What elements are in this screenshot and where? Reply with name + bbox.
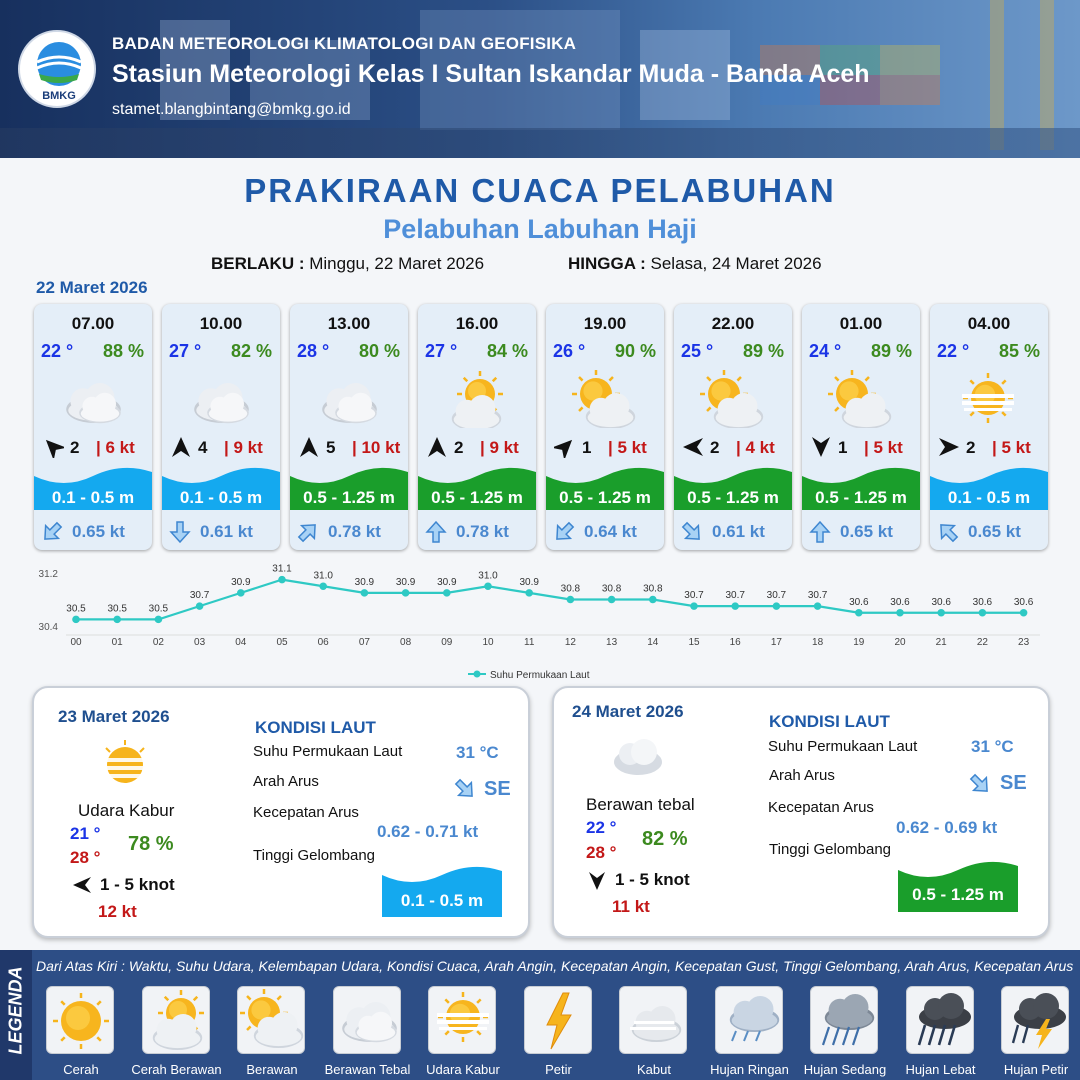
forecast-wind xyxy=(936,436,1046,460)
forecast-card xyxy=(802,304,920,550)
forecast-temp: 24 ° xyxy=(809,341,842,361)
wind-speed: 1 xyxy=(838,438,848,457)
forecast-humidity: 88 % xyxy=(102,341,144,361)
wave-height: 0.5 - 1.25 m xyxy=(431,488,523,507)
forecast-current xyxy=(930,516,1048,550)
day2-dir-label: Arah Arus xyxy=(253,773,319,790)
day2-dir: SE xyxy=(484,778,511,800)
wind-speed: 2 xyxy=(966,438,976,457)
berawan-tebal-icon xyxy=(314,368,386,428)
current-speed: 0.65 kt xyxy=(72,522,125,541)
day3-panel xyxy=(552,686,1050,938)
wind-speed: 1 xyxy=(582,438,592,457)
forecast-time: 19.00 xyxy=(583,314,627,333)
forecast-current xyxy=(418,516,536,550)
legend-item xyxy=(1001,986,1071,1077)
x-tick-label: 18 xyxy=(812,637,824,648)
day3-gust: 11 kt xyxy=(612,897,650,916)
legend-icon-box xyxy=(810,986,878,1054)
data-label: 30.8 xyxy=(601,583,622,595)
legend-icon-box xyxy=(428,986,496,1054)
day3-dir-label: Arah Arus xyxy=(769,767,835,784)
arrow-south-icon xyxy=(810,436,832,458)
gust-speed: | 6 kt xyxy=(96,438,135,457)
day3-wave-label: Tinggi Gelombang xyxy=(769,841,892,858)
forecast-humidity: 89 % xyxy=(742,341,784,361)
logo-text: BMKG xyxy=(42,90,76,102)
wave-height: 0.1 - 0.5 m xyxy=(947,488,1031,507)
forecast-temp: 25 ° xyxy=(681,341,714,361)
cerah-icon xyxy=(47,987,115,1055)
wave-height: 0.5 - 1.25 m xyxy=(687,488,779,507)
data-label: 30.5 xyxy=(107,603,127,615)
day3-humidity: 82 % xyxy=(642,828,688,850)
legend-item xyxy=(619,986,689,1077)
day2-speed: 0.62 - 0.71 kt xyxy=(377,822,479,841)
arrow-southeast-icon xyxy=(680,520,704,544)
data-point xyxy=(896,609,904,617)
x-tick-label: 15 xyxy=(688,637,700,648)
udara-kabur-icon xyxy=(954,368,1026,428)
x-tick-label: 13 xyxy=(606,637,618,648)
forecast-temp: 27 ° xyxy=(169,341,202,361)
day3-wind: 1 - 5 knot xyxy=(615,870,690,889)
forecast-time: 01.00 xyxy=(839,314,883,333)
udara-kabur-icon xyxy=(429,987,497,1055)
legend-icon-box xyxy=(524,986,592,1054)
y-tick-label: 30.4 xyxy=(38,622,58,633)
x-tick-label: 21 xyxy=(935,637,947,648)
day2-tmax: 28 ° xyxy=(70,848,101,867)
legend-label: Cerah xyxy=(63,1062,99,1077)
legend-icon-box xyxy=(333,986,401,1054)
current-speed: 0.78 kt xyxy=(456,522,509,541)
day3-wave: 0.5 - 1.25 m xyxy=(912,885,1004,904)
forecast-current xyxy=(34,516,152,550)
data-label: 30.7 xyxy=(766,590,787,602)
data-point xyxy=(814,602,822,610)
data-label: 30.9 xyxy=(354,576,375,588)
udara-kabur-icon xyxy=(98,740,152,790)
legend-title: LEGENDA xyxy=(5,966,26,1055)
cerah-berawan-icon xyxy=(143,987,211,1055)
data-point xyxy=(855,609,863,617)
x-tick-label: 23 xyxy=(1018,637,1030,648)
wind-speed: 2 xyxy=(454,438,464,457)
legend-item xyxy=(324,986,411,1077)
x-tick-label: 10 xyxy=(482,637,494,648)
y-tick-label: 31.2 xyxy=(38,569,58,580)
arrow-northeast-icon xyxy=(554,436,576,458)
data-label: 30.9 xyxy=(519,576,539,588)
legend-item xyxy=(426,986,500,1077)
data-label: 30.6 xyxy=(890,596,910,608)
current-speed: 0.78 kt xyxy=(328,522,381,541)
data-point xyxy=(731,602,739,610)
day2-humidity: 78 % xyxy=(128,833,174,855)
day3-sst: 31 °C xyxy=(971,737,1014,756)
forecast-wind xyxy=(680,436,790,460)
gust-speed: | 5 kt xyxy=(608,438,647,457)
x-tick-label: 12 xyxy=(564,637,576,648)
valid-from-value: Minggu, 22 Maret 2026 xyxy=(309,254,485,273)
x-tick-label: 01 xyxy=(111,637,123,648)
day3-tmax: 28 ° xyxy=(586,843,617,862)
legend-label: Berawan xyxy=(246,1062,298,1077)
valid-from xyxy=(211,254,484,274)
arrow-northwest-icon xyxy=(42,436,64,458)
day2-sst: 31 °C xyxy=(456,743,499,762)
data-label: 30.6 xyxy=(1013,596,1034,608)
day2-sst-label: Suhu Permukaan Laut xyxy=(253,743,403,760)
data-label: 30.9 xyxy=(437,576,457,588)
gust-speed: | 9 kt xyxy=(224,438,263,457)
legend-label: Suhu Permukaan Laut xyxy=(490,670,590,681)
valid-to-label: HINGGA : xyxy=(568,254,646,273)
day3-weather: Berawan tebal xyxy=(586,795,695,814)
data-point xyxy=(649,596,657,604)
data-point xyxy=(567,596,575,604)
forecast-card xyxy=(162,304,280,550)
data-point xyxy=(237,589,245,597)
forecast-temp: 28 ° xyxy=(297,341,330,361)
hujan-petir-icon xyxy=(1002,987,1070,1055)
forecast-humidity: 80 % xyxy=(358,341,400,361)
legend-item xyxy=(131,986,222,1077)
data-point xyxy=(525,589,533,597)
x-tick-label: 08 xyxy=(400,637,412,648)
forecast-current xyxy=(546,516,664,550)
arrow-east-icon xyxy=(938,436,960,458)
legend-label: Udara Kabur xyxy=(426,1062,500,1077)
arrow-northeast-icon xyxy=(296,520,320,544)
berawan-icon xyxy=(238,987,306,1055)
bmkg-logo xyxy=(18,30,96,108)
forecast-card xyxy=(290,304,408,550)
berawan-tebal-icon xyxy=(334,987,402,1055)
arrow-southwest-icon xyxy=(552,520,576,544)
data-point xyxy=(484,582,492,590)
data-label: 30.6 xyxy=(931,596,951,608)
x-tick-label: 17 xyxy=(770,637,782,648)
gust-speed: | 5 kt xyxy=(864,438,903,457)
berawan-tebal-icon xyxy=(58,368,130,428)
wave-height: 0.5 - 1.25 m xyxy=(303,488,395,507)
station-email[interactable]: stamet.blangbintang@bmkg.go.id xyxy=(112,101,351,118)
data-point xyxy=(690,602,698,610)
day2-tmin: 21 ° xyxy=(70,824,101,843)
gust-speed: | 4 kt xyxy=(736,438,775,457)
data-label: 30.7 xyxy=(189,590,210,602)
page-title: PRAKIRAAN CUACA PELABUHAN xyxy=(244,172,836,209)
day3-speed-label: Kecepatan Arus xyxy=(768,799,874,816)
x-tick-label: 16 xyxy=(729,637,741,648)
forecast-current xyxy=(290,516,408,550)
legend-icon-box xyxy=(237,986,305,1054)
forecast-current xyxy=(674,516,792,550)
legend-item xyxy=(46,986,116,1077)
legend-item xyxy=(237,986,307,1077)
forecast-temp: 27 ° xyxy=(425,341,458,361)
wind-speed: 5 xyxy=(326,438,336,457)
forecast-time: 13.00 xyxy=(327,314,371,333)
x-tick-label: 14 xyxy=(647,637,659,648)
x-tick-label: 00 xyxy=(70,637,82,648)
data-label: 30.8 xyxy=(560,583,581,595)
data-label: 30.7 xyxy=(807,590,828,602)
arrow-southeast-icon xyxy=(968,772,992,796)
data-point xyxy=(72,616,80,624)
data-label: 30.7 xyxy=(725,590,745,602)
data-label: 30.9 xyxy=(231,576,251,588)
legend-label: Petir xyxy=(545,1062,572,1077)
hujan-lebat-icon xyxy=(907,987,975,1055)
station-name: Stasiun Meteorologi Kelas I Sultan Iskandar Muda - Banda Aceh xyxy=(112,60,870,88)
forecast-humidity: 84 % xyxy=(486,341,528,361)
day2-wave: 0.1 - 0.5 m xyxy=(400,891,484,910)
data-label: 31.0 xyxy=(478,570,498,582)
data-label: 30.7 xyxy=(684,590,704,602)
arrow-northwest-icon xyxy=(936,520,960,544)
wind-speed: 4 xyxy=(198,438,208,457)
x-tick-label: 07 xyxy=(358,637,370,648)
forecast-time: 04.00 xyxy=(967,314,1011,333)
data-point xyxy=(979,609,987,617)
legend-item xyxy=(905,986,976,1077)
forecast-time: 10.00 xyxy=(199,314,243,333)
current-speed: 0.65 kt xyxy=(968,522,1021,541)
gust-speed: | 10 kt xyxy=(352,438,401,457)
arrow-south-icon xyxy=(588,871,606,891)
arrow-north-icon xyxy=(808,520,832,544)
wind-speed: 2 xyxy=(70,438,80,457)
berawan-tebal-icon xyxy=(608,736,666,778)
arrow-north-icon xyxy=(426,436,448,458)
x-tick-label: 06 xyxy=(317,637,329,648)
data-label: 30.6 xyxy=(849,596,869,608)
forecast-time: 07.00 xyxy=(71,314,115,333)
data-point xyxy=(937,609,945,617)
data-label: 30.6 xyxy=(972,596,993,608)
day3-sea-heading: KONDISI LAUT xyxy=(769,712,890,731)
legend-item xyxy=(710,986,789,1077)
legend-icon-box xyxy=(46,986,114,1054)
data-point xyxy=(608,596,616,604)
x-tick-label: 03 xyxy=(194,637,206,648)
bmkg-logo-icon xyxy=(20,32,98,90)
arrow-north-icon xyxy=(170,436,192,458)
legend-side xyxy=(0,950,32,1080)
wave-height: 0.5 - 1.25 m xyxy=(815,488,907,507)
day3-speed: 0.62 - 0.69 kt xyxy=(896,818,998,837)
legend-item xyxy=(803,986,887,1077)
wave-height: 0.1 - 0.5 m xyxy=(179,488,263,507)
forecast-humidity: 89 % xyxy=(870,341,912,361)
arrow-southeast-icon xyxy=(453,777,477,801)
legend-label: Kabut xyxy=(637,1062,671,1077)
x-tick-label: 05 xyxy=(276,637,288,648)
legend-note: Dari Atas Kiri : Waktu, Suhu Udara, Kelembapan Udara, Kondisi Cuaca, Arah Angin, Kecepatan Angin, Kecepatan Gust, Tinggi Gelombang, Arah Arus, Kecepatan Arus xyxy=(36,958,1074,974)
x-tick-label: 19 xyxy=(853,637,865,648)
data-point xyxy=(155,616,163,624)
wave-height: 0.1 - 0.5 m xyxy=(51,488,135,507)
forecast-card xyxy=(930,304,1048,550)
sst-chart xyxy=(0,560,1080,688)
forecast-card xyxy=(546,304,664,550)
forecast-time: 16.00 xyxy=(455,314,499,333)
gust-speed: | 5 kt xyxy=(992,438,1031,457)
forecast-temp: 22 ° xyxy=(41,341,74,361)
legend-label: Hujan Ringan xyxy=(710,1062,789,1077)
x-tick-label: 11 xyxy=(524,637,535,648)
arrow-west-icon xyxy=(72,876,92,894)
x-tick-label: 22 xyxy=(976,637,988,648)
day2-sea-heading: KONDISI LAUT xyxy=(255,718,376,737)
data-label: 31.1 xyxy=(272,563,292,575)
forecast-current xyxy=(162,516,280,550)
legend-marker xyxy=(474,671,481,678)
cerah-berawan-icon xyxy=(442,368,514,428)
day3-sst-label: Suhu Permukaan Laut xyxy=(768,738,918,755)
arrow-west-icon xyxy=(682,436,704,458)
forecast-humidity: 85 % xyxy=(998,341,1040,361)
valid-to xyxy=(568,254,822,274)
legend-label: Hujan Sedang xyxy=(803,1062,887,1077)
day2-panel xyxy=(32,686,530,938)
legend-icon-box xyxy=(715,986,783,1054)
legend-label: Cerah Berawan xyxy=(131,1062,222,1077)
hujan-sedang-icon xyxy=(811,987,879,1055)
wind-speed: 2 xyxy=(710,438,720,457)
valid-from-label: BERLAKU : xyxy=(211,254,305,273)
header-floor xyxy=(0,128,1080,158)
data-point xyxy=(773,602,781,610)
arrow-southwest-icon xyxy=(40,520,64,544)
forecast-card xyxy=(674,304,792,550)
forecast-wind xyxy=(552,436,662,460)
day2-date: 23 Maret 2026 xyxy=(58,707,170,726)
berawan-icon xyxy=(826,368,898,428)
berawan-icon xyxy=(570,368,642,428)
forecast-wind xyxy=(168,436,278,460)
current-speed: 0.65 kt xyxy=(840,522,893,541)
arrow-north-icon xyxy=(424,520,448,544)
day3-tmin: 22 ° xyxy=(586,818,617,837)
forecast-time: 22.00 xyxy=(711,314,755,333)
valid-to-value: Selasa, 24 Maret 2026 xyxy=(650,254,822,273)
legend-icon-box xyxy=(619,986,687,1054)
wave-height: 0.5 - 1.25 m xyxy=(559,488,651,507)
arrow-north-icon xyxy=(298,436,320,458)
current-speed: 0.61 kt xyxy=(200,522,253,541)
forecast-temp: 26 ° xyxy=(553,341,586,361)
petir-icon xyxy=(525,987,593,1055)
data-label: 30.8 xyxy=(643,583,663,595)
data-point xyxy=(402,589,410,597)
day3-dir: SE xyxy=(1000,772,1027,794)
forecast-wind xyxy=(808,436,918,460)
legend-icon-box xyxy=(142,986,210,1054)
x-tick-label: 20 xyxy=(894,637,906,648)
data-point xyxy=(113,616,121,624)
data-label: 30.9 xyxy=(395,576,416,588)
agency-name: BADAN METEOROLOGI KLIMATOLOGI DAN GEOFISIKA xyxy=(112,34,577,53)
forecast-wind xyxy=(40,436,150,460)
hujan-ringan-icon xyxy=(716,987,784,1055)
data-point xyxy=(1020,609,1028,617)
series-line xyxy=(76,580,1024,620)
day2-gust: 12 kt xyxy=(98,902,137,921)
arrow-south-icon xyxy=(168,520,192,544)
data-point xyxy=(443,589,451,597)
legend-label: Hujan Lebat xyxy=(905,1062,976,1077)
port-name: Pelabuhan Labuhan Haji xyxy=(383,214,697,244)
data-point xyxy=(319,582,327,590)
forecast-humidity: 82 % xyxy=(230,341,272,361)
berawan-tebal-icon xyxy=(186,368,258,428)
forecast-wind xyxy=(424,436,534,460)
forecast-card xyxy=(34,304,152,550)
day2-wind: 1 - 5 knot xyxy=(100,875,175,894)
legend-label: Hujan Petir xyxy=(1003,1062,1069,1077)
gust-speed: | 9 kt xyxy=(480,438,519,457)
x-tick-label: 04 xyxy=(235,637,247,648)
data-label: 30.5 xyxy=(148,603,169,615)
data-point xyxy=(196,602,204,610)
x-tick-label: 02 xyxy=(152,637,164,648)
forecast-humidity: 90 % xyxy=(614,341,656,361)
data-point xyxy=(278,576,286,584)
forecast-temp: 22 ° xyxy=(937,341,970,361)
day2-weather: Udara Kabur xyxy=(78,801,175,820)
data-label: 31.0 xyxy=(313,570,333,582)
forecast-current xyxy=(802,516,920,550)
current-speed: 0.64 kt xyxy=(584,522,637,541)
day3-date: 24 Maret 2026 xyxy=(572,702,684,721)
legend-icon-box xyxy=(906,986,974,1054)
x-tick-label: 09 xyxy=(441,637,453,648)
forecast-card xyxy=(418,304,536,550)
legend-icon-box xyxy=(1001,986,1069,1054)
data-label: 30.5 xyxy=(66,603,86,615)
day2-wave-label: Tinggi Gelombang xyxy=(253,847,376,864)
day2-speed-label: Kecepatan Arus xyxy=(253,804,359,821)
berawan-icon xyxy=(698,368,770,428)
data-point xyxy=(361,589,369,597)
forecast-wind xyxy=(296,436,406,460)
day1-date: 22 Maret 2026 xyxy=(36,278,148,297)
kabut-icon xyxy=(620,987,688,1055)
current-speed: 0.61 kt xyxy=(712,522,765,541)
legend-item xyxy=(524,986,594,1077)
legend-label: Berawan Tebal xyxy=(324,1062,411,1077)
